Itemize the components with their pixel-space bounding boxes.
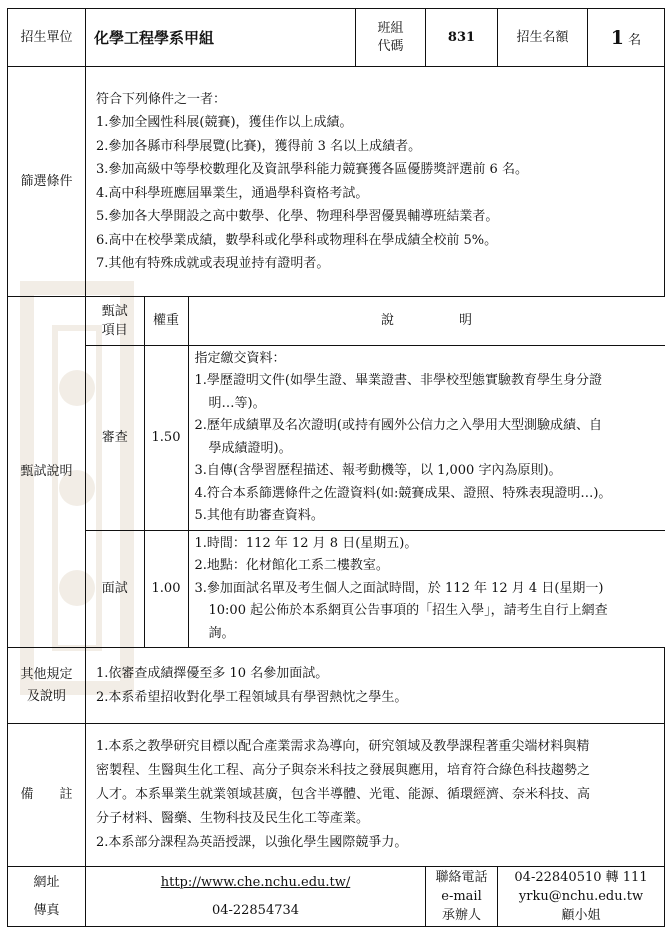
interview-item: 面試: [86, 530, 144, 647]
screening-line: 7.其他有特殊成就或表現並持有證明者。: [96, 256, 330, 271]
exam-col-item-line-2: 項目: [101, 322, 128, 338]
interview-line: 詢。: [208, 625, 235, 641]
screening-line: 1.參加全國性科展(競賽)，獲佳作以上成績。: [96, 115, 353, 130]
remarks-content: [86, 724, 665, 867]
footer-contact-labels: [426, 867, 498, 927]
footer-web-fax: [86, 867, 426, 927]
review-desc: [188, 345, 665, 530]
code-value: 831: [426, 9, 498, 67]
remarks-line: 2.本系部分課程為英語授課，以強化學生國際競爭力。: [96, 835, 408, 850]
code-label-line-1: 班組: [377, 20, 404, 36]
header-row: [8, 9, 665, 67]
quota-value: 1: [610, 26, 625, 49]
exam-col-weight: 權重: [144, 297, 188, 345]
other-content: [86, 648, 665, 724]
screening-line: 符合下列條件之一者：: [96, 91, 227, 107]
remarks-row: [8, 724, 665, 867]
interview-desc: [188, 530, 665, 647]
screening-line: 2.參加各縣市科學展覽(比賽)，獲得前 3 名以上成績者。: [96, 138, 422, 154]
screening-content: [86, 67, 665, 297]
other-label-line-1: 其他規定: [20, 666, 73, 682]
interview-line: 10:00 起公佈於本系網頁公告事項的「招生入學」，請考生自行上網查: [208, 603, 608, 618]
screening-line: 4.高中科學班應屆畢業生，通過學科資格考試。: [96, 185, 369, 201]
code-label-line-2: 代碼: [377, 38, 404, 54]
email-value[interactable]: yrku@nchu.edu.tw: [518, 889, 644, 904]
quota-unit: 名: [628, 32, 642, 48]
screening-line: 5.參加各大學開設之高中數學、化學、物理科學習優異輔導班結業者。: [96, 209, 499, 224]
code-label: [356, 9, 426, 67]
website-link[interactable]: http://www.che.nchu.edu.tw/: [160, 874, 351, 890]
review-line: 4.符合本系篩選條件之佐證資料(如:競賽成果、證照、特殊表現證明…)。: [194, 485, 612, 501]
exam-content: [86, 297, 665, 648]
review-line: 5.其他有助審查資料。: [194, 508, 324, 523]
footer-left-labels: [8, 867, 86, 927]
remarks-line: 1.本系之教學研究目標以配合產業需求為導向，研究領域及教學課程著重尖端材料與精: [96, 739, 590, 754]
review-line: 1.學歷證明文件(如學生證、畢業證書、非學校型態實驗教育學生身分證: [194, 373, 602, 388]
other-label: [8, 648, 86, 724]
review-line: 學成績證明)。: [208, 440, 292, 456]
review-line: 3.自傳(含學習歷程描述、報考動機等，以 1,000 字內為原則)。: [194, 463, 562, 478]
phone-value: 04-22840510 轉 111: [514, 870, 648, 885]
contact-label: 承辦人: [441, 908, 481, 923]
footer-row: [8, 867, 665, 927]
exam-col-desc: 說 明: [188, 297, 665, 345]
exam-col-item-line-1: 甄試: [101, 303, 128, 319]
unit-value: 化學工程學系甲組: [86, 9, 356, 67]
review-line: 指定繳交資料：: [194, 350, 286, 366]
fax-label: 傳真: [33, 902, 60, 918]
main-table: [7, 8, 665, 927]
email-label: e-mail: [441, 889, 482, 904]
other-line: 2.本系希望招收對化學工程領域具有學習熱忱之學生。: [96, 689, 408, 705]
unit-label: 招生單位: [8, 9, 86, 67]
interview-weight: 1.00: [144, 530, 188, 647]
exam-table: [86, 297, 665, 647]
other-label-line-2: 及說明: [26, 688, 66, 704]
screening-label: 篩選條件: [8, 67, 86, 297]
screening-line: 6.高中在校學業成績，數學科或化學科或物理科在學成績全校前 5%。: [96, 232, 498, 248]
exam-row: [8, 297, 665, 648]
remarks-line: 密製程、生醫與生化工程、高分子與奈米科技之發展與應用，培育符合綠色科技趨勢之: [96, 763, 591, 778]
screening-line: 3.參加高級中等學校數理化及資訊學科能力競賽獲各區優勝獎評選前 6 名。: [96, 162, 528, 177]
interview-line: 1.時間：112 年 12 月 8 日(星期五)。: [194, 535, 418, 551]
interview-line: 3.參加面試名單及考生個人之面試時間，於 112 年 12 月 4 日(星期一): [194, 580, 604, 596]
review-weight: 1.50: [144, 345, 188, 530]
quota-cell: [588, 9, 665, 67]
interview-line: 2.地點：化材館化工系二樓教室。: [194, 558, 389, 573]
quota-label: 招生名額: [498, 9, 588, 67]
review-row: [86, 345, 665, 530]
screening-row: [8, 67, 665, 297]
contact-value: 顧小姐: [561, 908, 601, 923]
remarks-label: 備 註: [8, 724, 86, 867]
other-line: 1.依審查成績擇優至多 10 名參加面試。: [96, 666, 329, 681]
web-label: 網址: [33, 874, 60, 890]
phone-label: 聯絡電話: [435, 870, 488, 885]
exam-label: 甄試說明: [8, 297, 86, 648]
remarks-line: 人才。本系畢業生就業領域甚廣，包含半導體、光電、能源、循環經濟、奈米科技、高: [96, 787, 591, 802]
review-line: 2.歷年成績單及名次證明(或持有國外公信力之入學用大型測驗成績、自: [194, 418, 602, 433]
remarks-line: 分子材料、醫藥、生物科技及民生化工等產業。: [96, 811, 370, 826]
interview-row: [86, 530, 665, 647]
footer-contact-values: [498, 867, 665, 927]
review-line: 明…等)。: [208, 395, 266, 411]
admission-sheet: [7, 8, 664, 925]
exam-header-row: [86, 297, 665, 345]
other-row: [8, 648, 665, 724]
exam-col-item: [86, 297, 144, 345]
fax-value: 04-22854734: [211, 902, 300, 918]
review-item: 審查: [86, 345, 144, 530]
